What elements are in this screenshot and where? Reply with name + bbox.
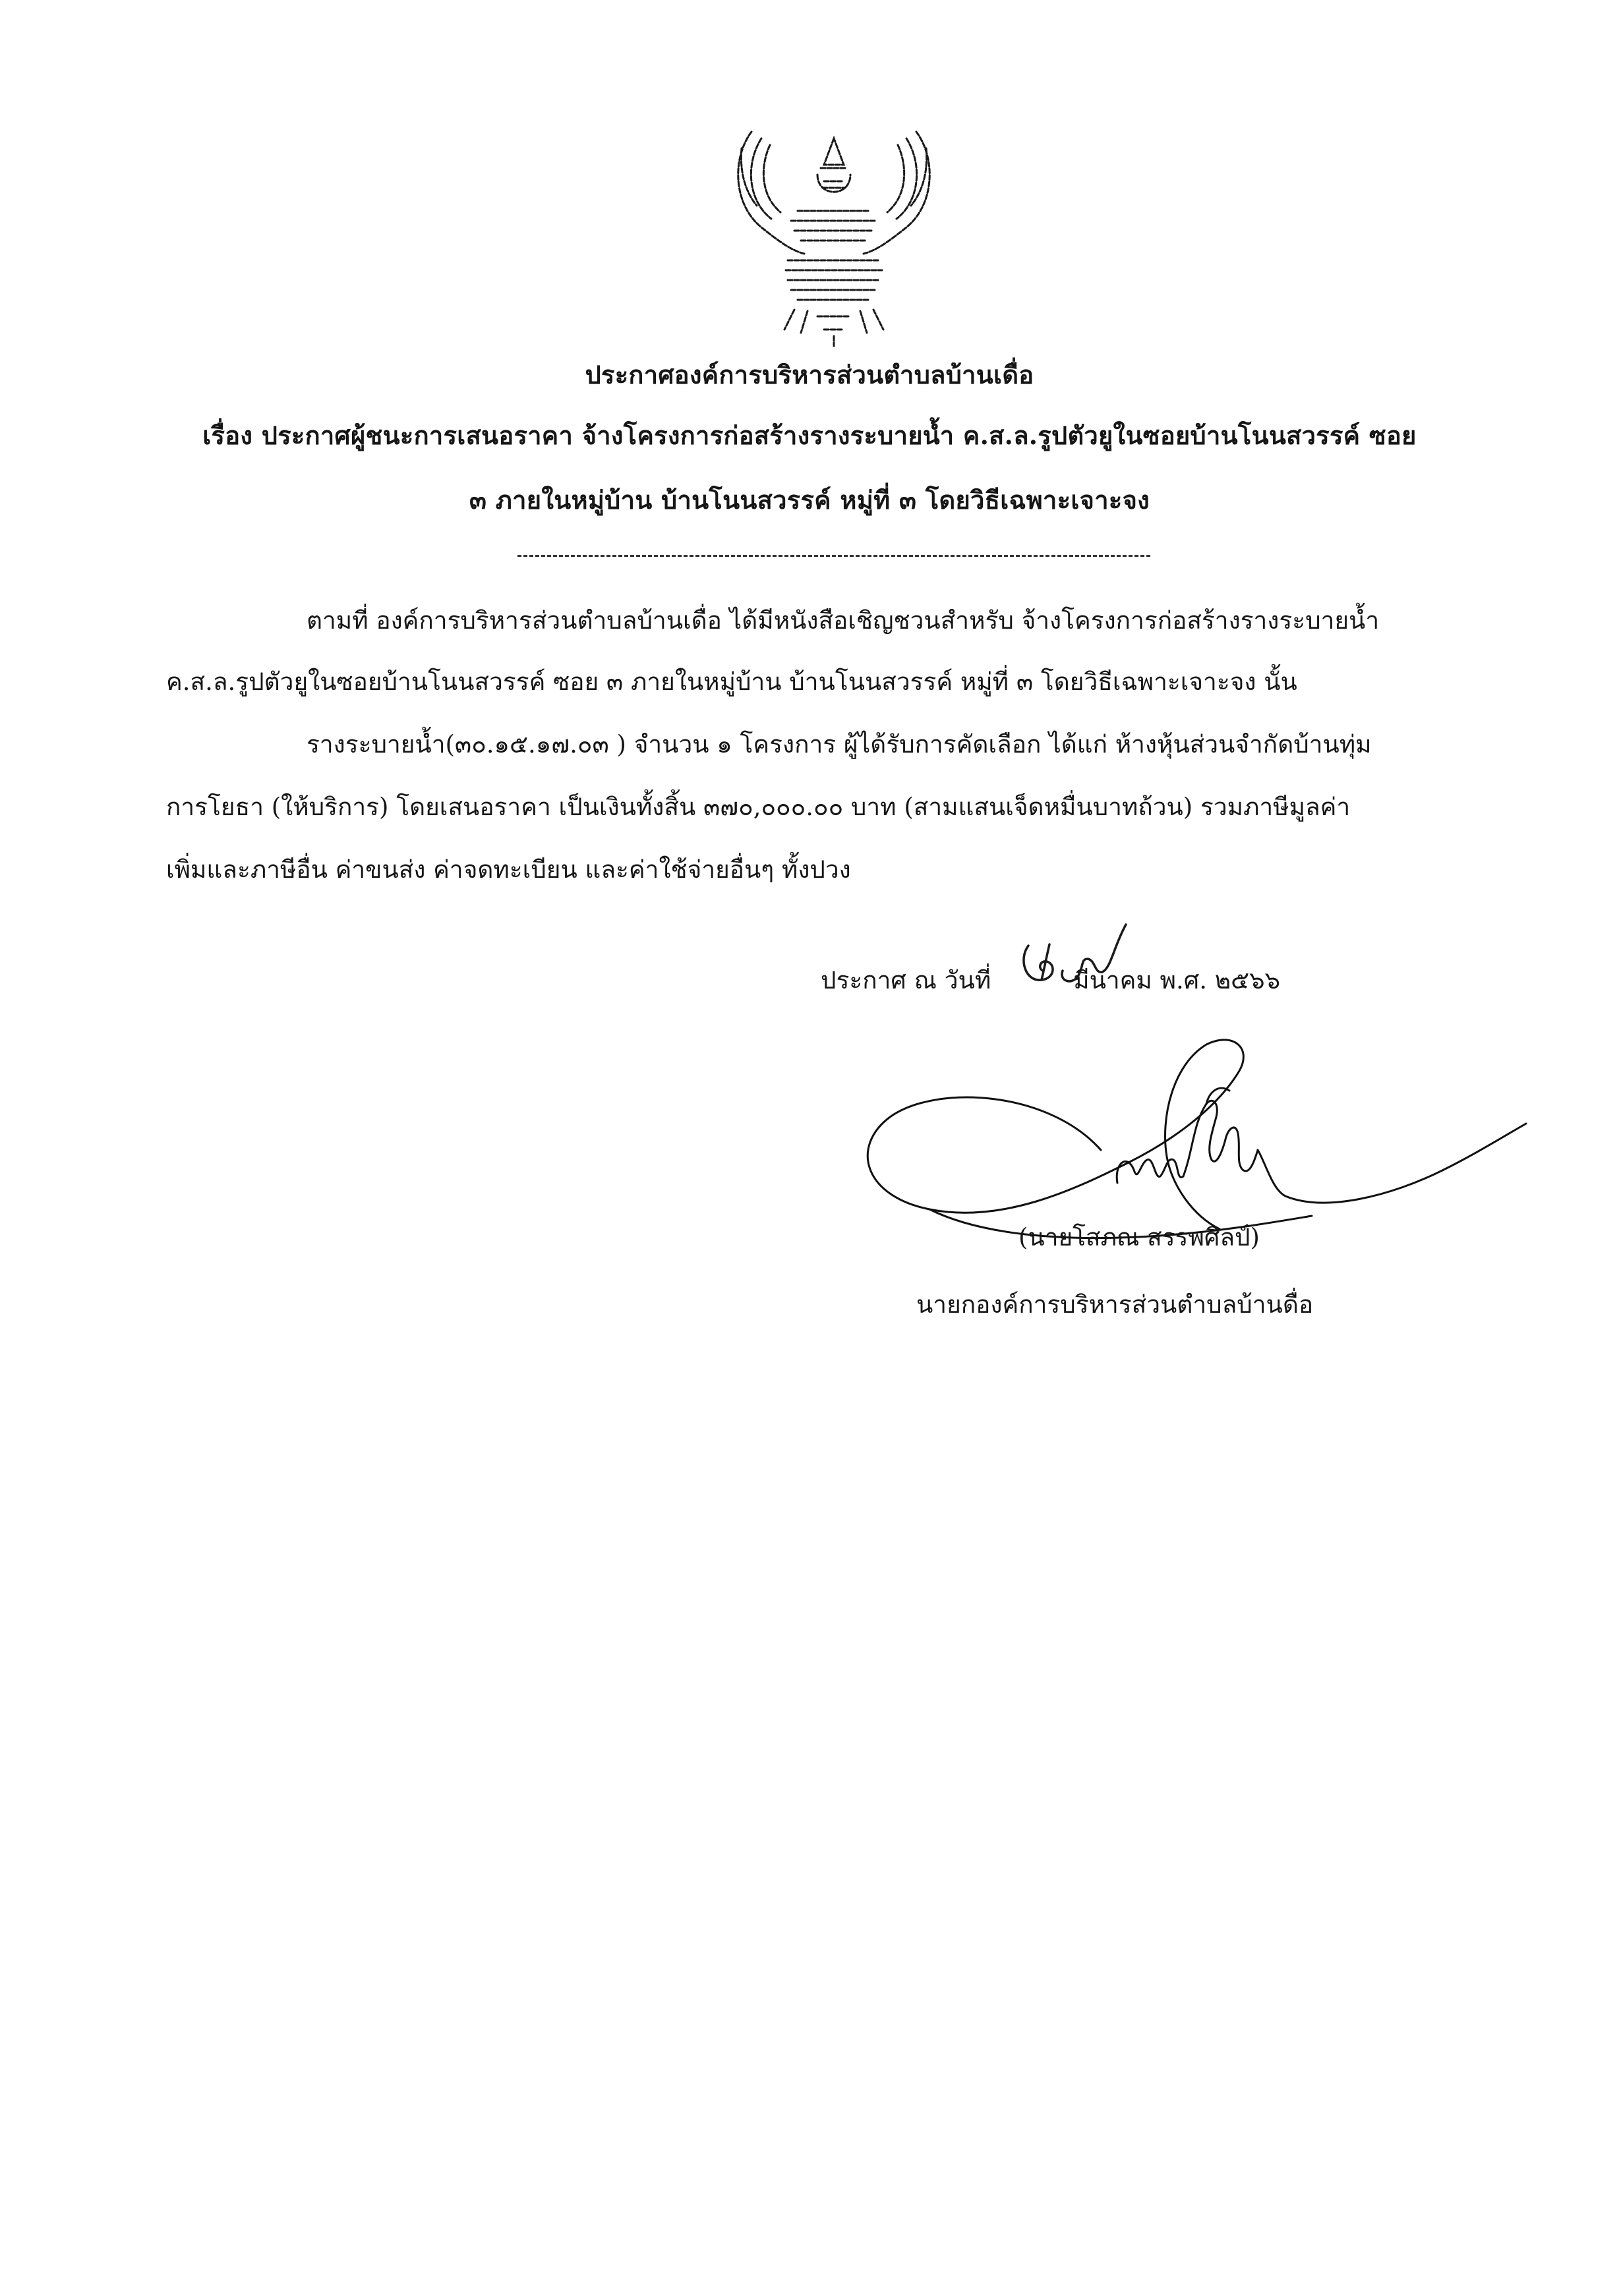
paragraph-1-line-1: ตามที่ องค์การบริหารส่วนตำบลบ้านเดื่อ ได้มีหนังสือเชิญชวนสำหรับ จ้างโครงการก่อสร้างรางระบายน้ำ [307, 606, 1380, 635]
date-month-year: มีนาคม พ.ศ. ๒๕๖๖ [1073, 966, 1281, 994]
garuda-emblem-icon [725, 119, 943, 349]
paragraph-1-line-2: ค.ส.ล.รูปตัวยูในซอยบ้านโนนสวรรค์ ซอย ๓ ภายในหมู่บ้าน บ้านโนนสวรรค์ หมู่ที่ ๓ โดยวิธีเฉพาะเจาะจง นั้น [166, 668, 1297, 696]
dashed-divider [517, 555, 1150, 557]
subject-line-1: เรื่อง ประกาศผู้ชนะการเสนอราคา จ้างโครงการก่อสร้างรางระบายน้ำ ค.ส.ล.รูปตัวยูในซอยบ้านโนนสวรรค์ ซอย [202, 420, 1417, 450]
handwritten-day [1015, 919, 1131, 992]
paragraph-2-line-3: เพิ่มและภาษีอื่น ค่าขนส่ง ค่าจดทะเบียน และค่าใช้จ่ายอื่นๆ ทั้งปวง [166, 855, 851, 884]
signer-position: นายกองค์การบริหารส่วนตำบลบ้านดื่อ [916, 1290, 1314, 1319]
subject-line-2: ๓ ภายในหมู่บ้าน บ้านโนนสวรรค์ หมู่ที่ ๓ โดยวิธีเฉพาะเจาะจง [469, 485, 1150, 515]
signer-name: (นายโสภณ สรรพศิลป์) [1018, 1223, 1260, 1251]
date-prefix: ประกาศ ณ วันที่ [821, 966, 991, 994]
paragraph-2-line-2: การโยธา (ให้บริการ) โดยเสนอราคา เป็นเงินทั้งสิ้น ๓๗๐,๐๐๐.๐๐ บาท (สามแสนเจ็ดหมื่นบาทถ้วน) รวมภาษีมูลค่า [166, 793, 1351, 821]
paragraph-2-line-1: รางระบายน้ำ(๓๐.๑๕.๑๗.๐๓ ) จำนวน ๑ โครงการ ผู้ได้รับการคัดเลือก ได้แก่ ห้างหุ้นส่วนจำกัดบ้านทุ่ม [307, 730, 1372, 759]
announcement-title: ประกาศองค์การบริหารส่วนตำบลบ้านเดื่อ [585, 360, 1034, 389]
